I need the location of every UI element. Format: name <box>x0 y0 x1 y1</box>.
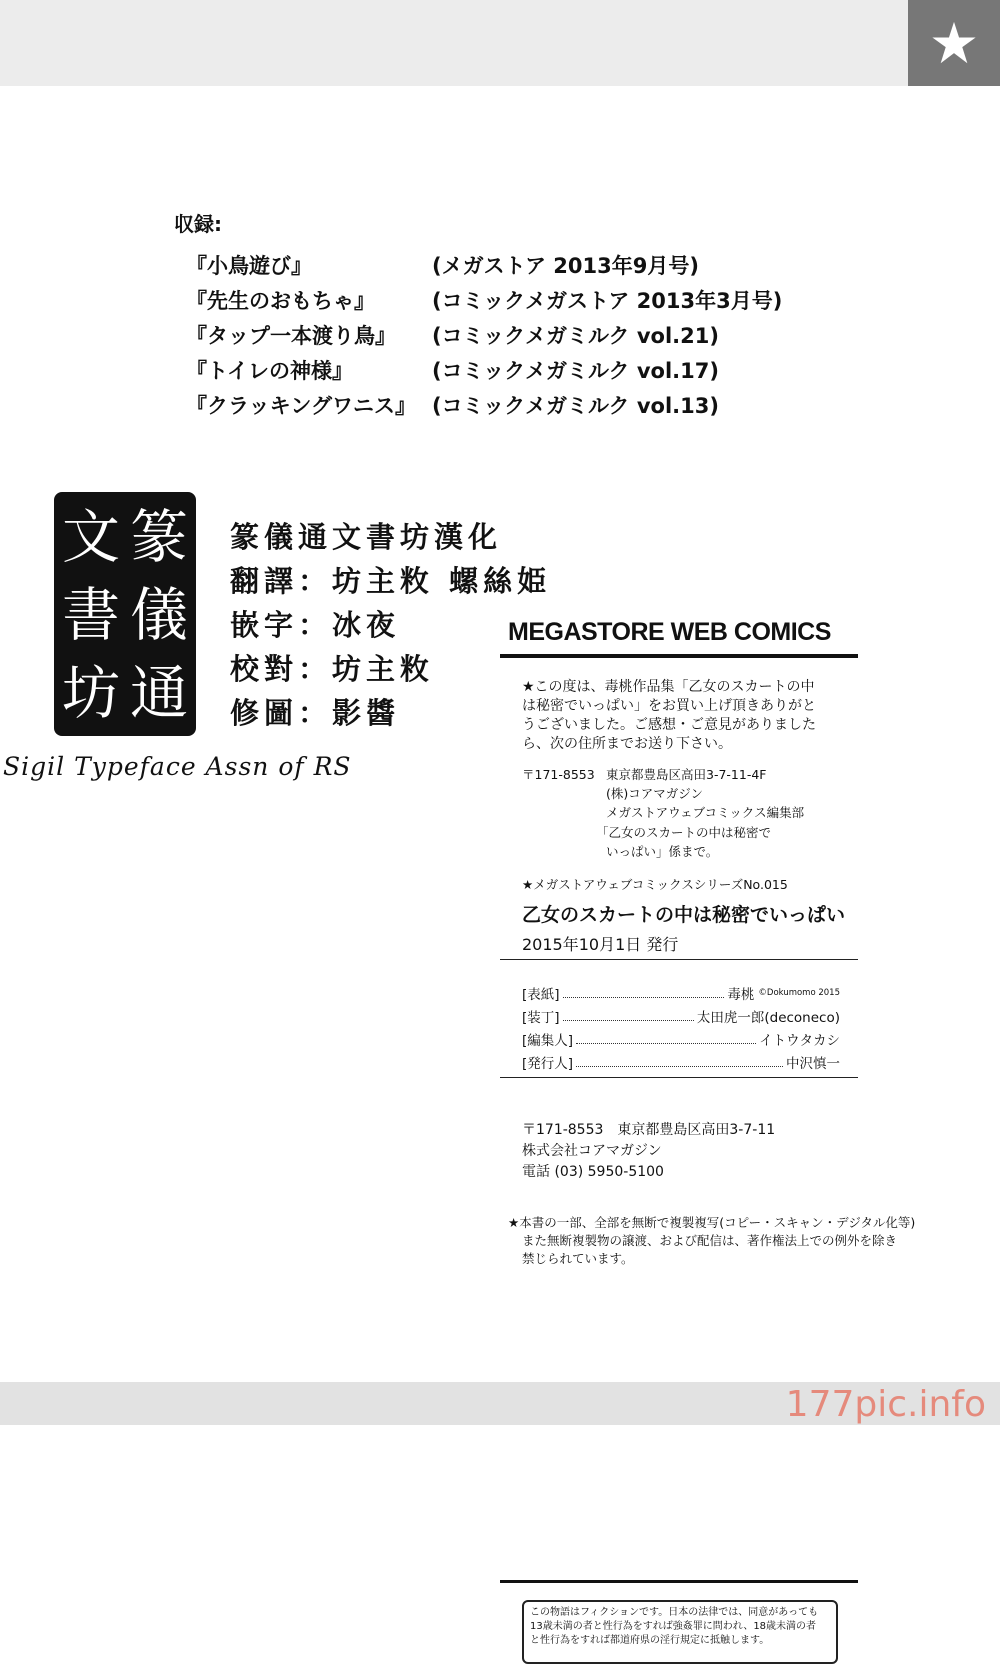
seal-glyph: 書 <box>61 581 120 649</box>
seal-glyph: 文 <box>61 503 120 571</box>
star-icon <box>931 20 977 66</box>
imprint-title: MEGASTORE WEB COMICS <box>508 618 831 646</box>
mail-address-line: 「乙女のスカートの中は秘密で <box>596 825 772 840</box>
copyright-notice-line: また無断複製物の譲渡、および配信は、著作権法上での例外を除き <box>522 1233 898 1248</box>
title-rule <box>500 654 858 658</box>
seal-left-column <box>60 498 122 732</box>
publisher-phone: 電話 (03) 5950-5100 <box>522 1164 664 1180</box>
story-source: (コミックメガミルク vol.13) <box>432 394 719 418</box>
group-seal-logo <box>54 492 196 736</box>
staff-name: 中沢慎一 <box>786 1056 840 1072</box>
top-margin-band <box>0 0 1000 86</box>
story-title: 『トイレの神様』 <box>186 359 353 383</box>
seal-glyph: 坊 <box>61 659 120 727</box>
leader-dots <box>576 1034 756 1044</box>
notice-rule <box>500 1580 858 1583</box>
seal-glyph: 儀 <box>129 581 188 649</box>
book-title: 乙女のスカートの中は秘密でいっぱい <box>522 904 846 926</box>
date-rule <box>500 959 858 960</box>
staff-row <box>522 982 840 1004</box>
mail-address-line: (株)コアマガジン <box>606 786 703 801</box>
fiction-notice-box <box>522 1600 838 1664</box>
story-title: 『小鳥遊び』 <box>186 254 312 278</box>
contents-item <box>174 389 719 424</box>
staff-rule <box>500 1077 858 1078</box>
staff-role: [表紙] <box>522 987 560 1003</box>
seal-caption: Sigil Typeface Assn of RS <box>3 752 352 781</box>
staff-row <box>522 1005 840 1027</box>
credit-translation: 翻譯：坊主敉 螺絲姫 <box>230 564 552 598</box>
mail-postcode: 〒171-8553 <box>522 767 595 782</box>
staff-name: イトウタカシ <box>759 1033 840 1049</box>
staff-role: [発行人] <box>522 1056 574 1072</box>
fiction-notice-line: この物語はフィクションです。日本の法律では、同意があっても <box>530 1607 819 1618</box>
series-number: ★メガストアウェブコミックスシリーズNo.015 <box>522 877 788 892</box>
thanks-line: ら、次の住所までお送り下さい。 <box>522 736 732 752</box>
story-title: 『タップ一本渡り鳥』 <box>186 324 396 348</box>
thanks-line: ★この度は、毒桃作品集「乙女のスカートの中 <box>522 679 815 695</box>
thanks-line: は秘密でいっぱい」をお買い上げ頂きありがと <box>522 698 816 714</box>
credit-proofreading: 校對：坊主敉 <box>230 652 435 686</box>
staff-name: 毒桃 <box>727 987 755 1003</box>
staff-row <box>522 1051 840 1073</box>
watermark-text: 177pic.info <box>785 1384 986 1425</box>
copyright-notice-line: 禁じられています。 <box>522 1251 634 1266</box>
thanks-line: うございました。ご感想・ご意見がありました <box>522 717 816 733</box>
credit-group: 篆儀通文書坊漢化 <box>230 520 503 554</box>
staff-role: [編集人] <box>522 1033 574 1049</box>
publisher-address: 〒171-8553 東京都豊島区高田3-7-11 <box>522 1122 776 1138</box>
copyright-notice-line: ★本書の一部、全部を無断で複製複写(コピー・スキャン・デジタル化等) <box>508 1215 916 1230</box>
fiction-notice-line: 13歳未満の者と性行為をすれば強姦罪に問われ、18歳未満の者 <box>530 1621 817 1632</box>
cover-copyright: ©Dokumomo 2015 <box>758 988 840 998</box>
credit-editing: 修圖：影醬 <box>230 696 401 730</box>
leader-dots <box>563 988 725 998</box>
fiction-notice-line: と性行為をすれば都道府県の淫行規定に抵触します。 <box>530 1635 770 1646</box>
staff-name: 太田虎一郎(deconeco) <box>696 1010 840 1026</box>
contents-item <box>174 354 719 389</box>
seal-right-column <box>128 498 190 732</box>
leader-dots <box>563 1011 694 1021</box>
staff-role: [装丁] <box>522 1010 560 1026</box>
mail-address-line: いっぱい」係まで。 <box>606 844 719 859</box>
credit-typesetting: 嵌字：冰夜 <box>230 608 401 642</box>
mail-address-line: 東京都豊島区高田3-7-11-4F <box>606 767 767 782</box>
contents-item <box>174 249 699 284</box>
publisher-name: 株式会社コアマガジン <box>522 1143 662 1159</box>
story-source: (コミックメガミルク vol.21) <box>432 324 719 348</box>
story-title: 『先生のおもちゃ』 <box>186 289 375 313</box>
seal-glyph: 篆 <box>129 503 188 571</box>
leader-dots <box>576 1057 783 1067</box>
staff-row <box>522 1028 840 1050</box>
contents-item <box>174 284 783 319</box>
story-source: (コミックメガミルク vol.17) <box>432 359 719 383</box>
contents-heading: 収録: <box>174 212 222 236</box>
corner-tab <box>908 0 1000 86</box>
mail-address-line: メガストアウェブコミックス編集部 <box>606 805 805 820</box>
story-source: (コミックメガストア 2013年3月号) <box>432 289 783 313</box>
story-source: (メガストア 2013年9月号) <box>432 254 699 278</box>
seal-glyph: 通 <box>129 659 188 727</box>
story-title: 『クラッキングワニス』 <box>186 394 416 418</box>
contents-item <box>174 319 719 354</box>
contents-list <box>174 211 783 424</box>
publication-date: 2015年10月1日 発行 <box>522 935 679 954</box>
